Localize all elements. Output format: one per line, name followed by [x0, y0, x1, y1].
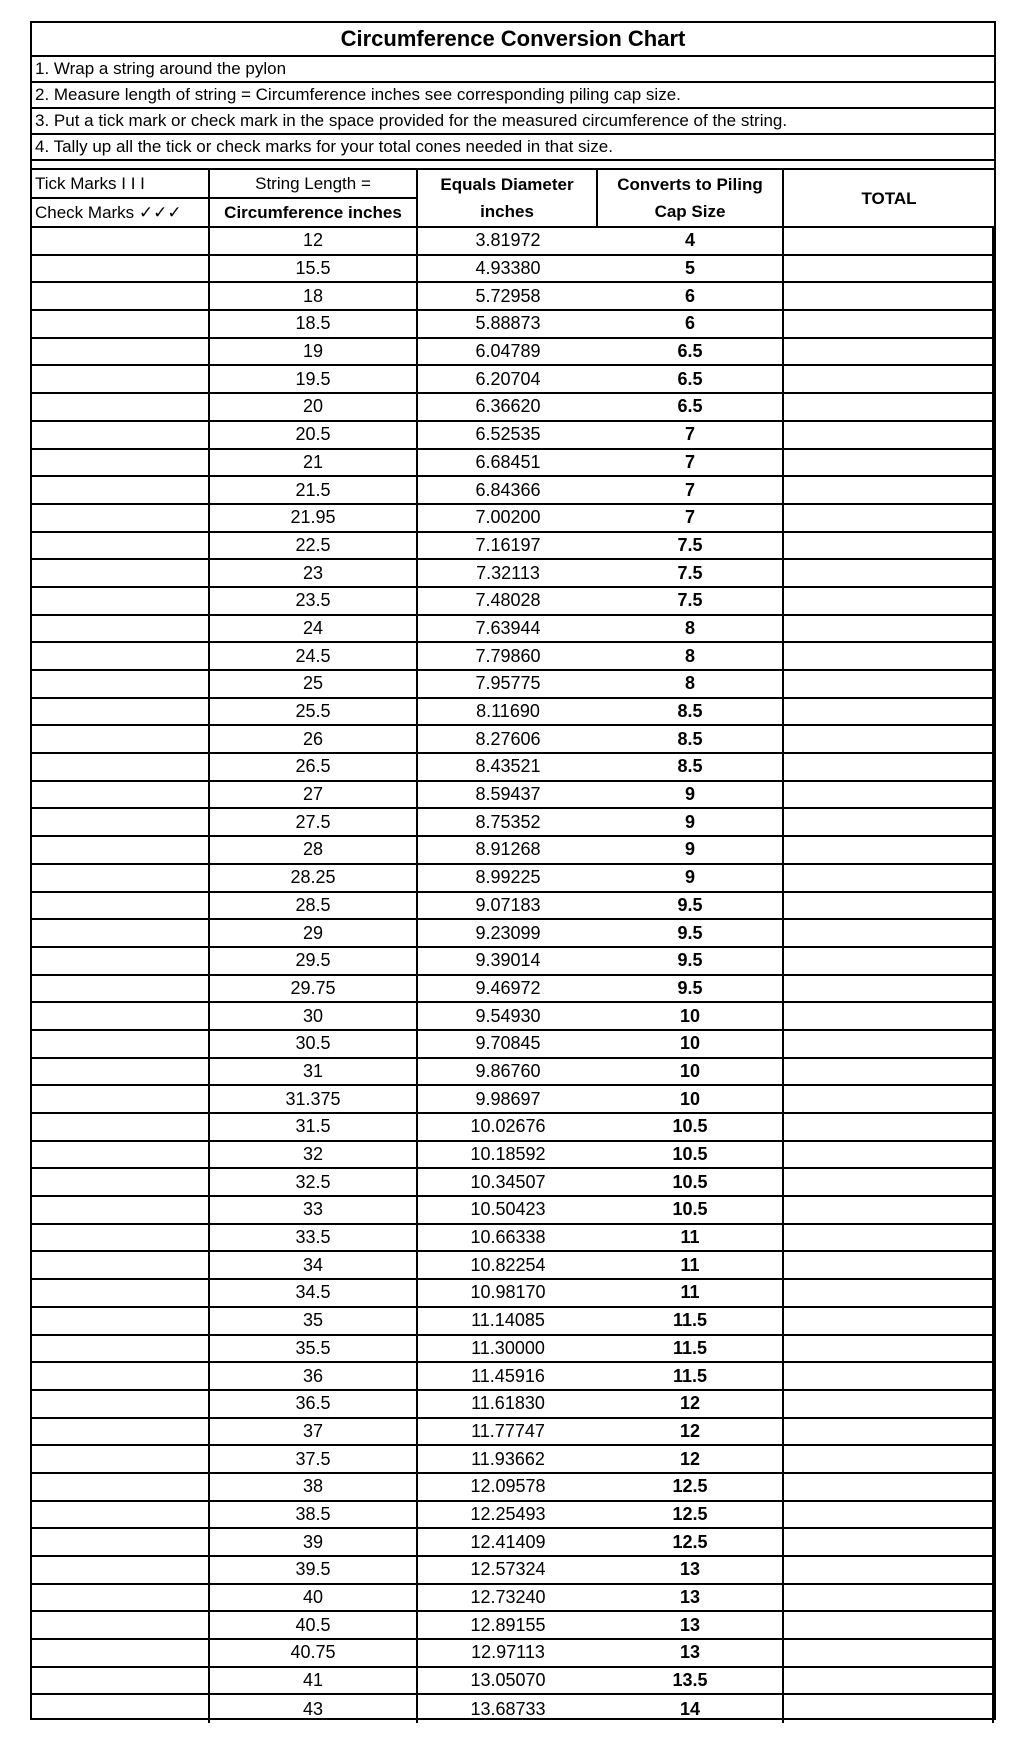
tick-mark-cell[interactable]: [32, 1086, 210, 1114]
diameter-cell: 9.39014: [418, 948, 598, 976]
diameter-cell: 8.11690: [418, 699, 598, 727]
chart-title: Circumference Conversion Chart: [32, 23, 994, 57]
cap-size-cell: 10: [598, 1003, 784, 1031]
diameter-cell: 12.73240: [418, 1585, 598, 1613]
tick-mark-cell[interactable]: [32, 1280, 210, 1308]
circumference-cell: 32.5: [210, 1169, 418, 1197]
cap-size-cell: 9.5: [598, 893, 784, 921]
diameter-cell: 7.32113: [418, 560, 598, 588]
tick-mark-cell[interactable]: [32, 671, 210, 699]
cap-size-cell: 10.5: [598, 1142, 784, 1170]
circumference-cell: 31.5: [210, 1114, 418, 1142]
cap-size-cell: 12.5: [598, 1502, 784, 1530]
tick-mark-cell[interactable]: [32, 394, 210, 422]
circumference-cell: 28.25: [210, 865, 418, 893]
tick-mark-cell[interactable]: [32, 643, 210, 671]
header-diameter-line2: inches: [480, 202, 534, 221]
total-cell[interactable]: [784, 1059, 994, 1087]
total-cell[interactable]: [784, 699, 994, 727]
total-cell[interactable]: [784, 754, 994, 782]
circumference-cell: 41: [210, 1668, 418, 1696]
circumference-cell: 29.75: [210, 976, 418, 1004]
cap-size-cell: 10: [598, 1059, 784, 1087]
header-circumference: Circumference inches: [210, 199, 418, 228]
diameter-cell: 12.25493: [418, 1502, 598, 1530]
circumference-cell: 19.5: [210, 366, 418, 394]
tick-mark-cell[interactable]: [32, 726, 210, 754]
diameter-cell: 9.86760: [418, 1059, 598, 1087]
cap-size-cell: 13.5: [598, 1668, 784, 1696]
tick-mark-cell[interactable]: [32, 1391, 210, 1419]
total-cell[interactable]: [784, 256, 994, 284]
tick-mark-cell[interactable]: [32, 754, 210, 782]
tick-mark-cell[interactable]: [32, 865, 210, 893]
cap-size-cell: 12: [598, 1419, 784, 1447]
circumference-cell: 34.5: [210, 1280, 418, 1308]
total-cell[interactable]: [784, 1225, 994, 1253]
circumference-cell: 32: [210, 1142, 418, 1170]
total-cell[interactable]: [784, 228, 994, 256]
tick-mark-cell[interactable]: [32, 422, 210, 450]
total-cell[interactable]: [784, 1419, 994, 1447]
circumference-cell: 30.5: [210, 1031, 418, 1059]
diameter-cell: 9.07183: [418, 893, 598, 921]
total-cell[interactable]: [784, 1086, 994, 1114]
cap-size-cell: 9: [598, 809, 784, 837]
circumference-cell: 36.5: [210, 1391, 418, 1419]
tick-mark-cell[interactable]: [32, 1668, 210, 1696]
cap-size-cell: 8.5: [598, 699, 784, 727]
total-cell[interactable]: [784, 1612, 994, 1640]
diameter-cell: 7.00200: [418, 505, 598, 533]
tick-mark-cell[interactable]: [32, 1114, 210, 1142]
cap-size-cell: 10: [598, 1086, 784, 1114]
header-diameter-line1: Equals Diameter: [440, 175, 574, 194]
total-cell[interactable]: [784, 1502, 994, 1530]
tick-mark-cell[interactable]: [32, 920, 210, 948]
total-cell[interactable]: [784, 809, 994, 837]
tick-mark-cell[interactable]: [32, 616, 210, 644]
total-cell[interactable]: [784, 560, 994, 588]
circumference-cell: 20: [210, 394, 418, 422]
tick-mark-cell[interactable]: [32, 505, 210, 533]
circumference-cell: 19: [210, 339, 418, 367]
circumference-cell: 15.5: [210, 256, 418, 284]
cap-size-cell: 11: [598, 1225, 784, 1253]
header-check-marks: Check Marks ✓✓✓: [32, 199, 210, 228]
cap-size-cell: 7.5: [598, 533, 784, 561]
total-cell[interactable]: [784, 893, 994, 921]
instruction-1: 1. Wrap a string around the pylon: [32, 57, 994, 83]
total-cell[interactable]: [784, 1668, 994, 1696]
tick-mark-cell[interactable]: [32, 1252, 210, 1280]
circumference-cell: 12: [210, 228, 418, 256]
diameter-cell: 12.41409: [418, 1529, 598, 1557]
diameter-cell: 7.63944: [418, 616, 598, 644]
cap-size-cell: 8: [598, 616, 784, 644]
tick-mark-cell[interactable]: [32, 976, 210, 1004]
cap-size-cell: 9.5: [598, 948, 784, 976]
diameter-cell: 12.57324: [418, 1557, 598, 1585]
diameter-cell: 6.04789: [418, 339, 598, 367]
cap-size-cell: 7: [598, 450, 784, 478]
total-cell[interactable]: [784, 422, 994, 450]
tick-mark-cell[interactable]: [32, 1446, 210, 1474]
cap-size-cell: 7.5: [598, 560, 784, 588]
diameter-cell: 10.34507: [418, 1169, 598, 1197]
circumference-cell: 21.5: [210, 477, 418, 505]
tick-mark-cell[interactable]: [32, 1585, 210, 1613]
cap-size-cell: 9: [598, 837, 784, 865]
diameter-cell: 10.98170: [418, 1280, 598, 1308]
diameter-cell: 7.79860: [418, 643, 598, 671]
header-cap-line2: Cap Size: [654, 202, 726, 221]
circumference-cell: 25: [210, 671, 418, 699]
diameter-cell: 9.54930: [418, 1003, 598, 1031]
circumference-cell: 18: [210, 283, 418, 311]
diameter-cell: 8.99225: [418, 865, 598, 893]
diameter-cell: 7.16197: [418, 533, 598, 561]
total-cell[interactable]: [784, 1336, 994, 1364]
tick-mark-cell[interactable]: [32, 809, 210, 837]
cap-size-cell: 7.5: [598, 588, 784, 616]
total-cell[interactable]: [784, 1529, 994, 1557]
diameter-cell: 6.36620: [418, 394, 598, 422]
cap-size-cell: 11: [598, 1252, 784, 1280]
circumference-cell: 33.5: [210, 1225, 418, 1253]
circumference-cell: 35: [210, 1308, 418, 1336]
circumference-cell: 25.5: [210, 699, 418, 727]
cap-size-cell: 11: [598, 1280, 784, 1308]
cap-size-cell: 12: [598, 1391, 784, 1419]
diameter-cell: 10.50423: [418, 1197, 598, 1225]
header-total-label: TOTAL: [861, 188, 917, 208]
tick-mark-cell[interactable]: [32, 1336, 210, 1364]
circumference-cell: 43: [210, 1695, 418, 1723]
diameter-cell: 11.14085: [418, 1308, 598, 1336]
tick-mark-cell[interactable]: [32, 450, 210, 478]
total-cell[interactable]: [784, 1557, 994, 1585]
header-diameter: [418, 170, 598, 228]
instruction-3: 3. Put a tick mark or check mark in the space provided for the measured circumference of the string.: [32, 109, 994, 135]
total-cell[interactable]: [784, 1114, 994, 1142]
diameter-cell: 12.09578: [418, 1474, 598, 1502]
circumference-cell: 37.5: [210, 1446, 418, 1474]
total-cell[interactable]: [784, 1252, 994, 1280]
tick-mark-cell[interactable]: [32, 1197, 210, 1225]
cap-size-cell: 7: [598, 477, 784, 505]
cap-size-cell: 6: [598, 311, 784, 339]
total-cell[interactable]: [784, 1391, 994, 1419]
cap-size-cell: 9: [598, 865, 784, 893]
tick-mark-cell[interactable]: [32, 1059, 210, 1087]
diameter-cell: 10.66338: [418, 1225, 598, 1253]
tick-mark-cell[interactable]: [32, 283, 210, 311]
tick-mark-cell[interactable]: [32, 1225, 210, 1253]
diameter-cell: 10.18592: [418, 1142, 598, 1170]
cap-size-cell: 12: [598, 1446, 784, 1474]
circumference-cell: 34: [210, 1252, 418, 1280]
diameter-cell: 8.75352: [418, 809, 598, 837]
spacer-row: [32, 161, 994, 170]
circumference-cell: 26: [210, 726, 418, 754]
total-cell[interactable]: [784, 1585, 994, 1613]
tick-mark-cell[interactable]: [32, 1419, 210, 1447]
total-cell[interactable]: [784, 920, 994, 948]
total-cell[interactable]: [784, 948, 994, 976]
diameter-cell: 6.84366: [418, 477, 598, 505]
cap-size-cell: 11.5: [598, 1363, 784, 1391]
diameter-cell: 7.48028: [418, 588, 598, 616]
diameter-cell: 10.82254: [418, 1252, 598, 1280]
cap-size-cell: 9.5: [598, 976, 784, 1004]
tick-mark-cell[interactable]: [32, 1308, 210, 1336]
diameter-cell: 9.46972: [418, 976, 598, 1004]
circumference-cell: 28.5: [210, 893, 418, 921]
conversion-table: [32, 170, 994, 1723]
circumference-cell: 31.375: [210, 1086, 418, 1114]
diameter-cell: 12.97113: [418, 1640, 598, 1668]
header-tick-marks: Tick Marks I I I: [32, 170, 210, 199]
instruction-2: 2. Measure length of string = Circumference inches see corresponding piling cap size.: [32, 83, 994, 109]
circumference-cell: 35.5: [210, 1336, 418, 1364]
tick-mark-cell[interactable]: [32, 1529, 210, 1557]
cap-size-cell: 4: [598, 228, 784, 256]
diameter-cell: 13.68733: [470, 1698, 546, 1719]
cap-size-cell: 9: [598, 782, 784, 810]
circumference-cell: 23.5: [210, 588, 418, 616]
diameter-cell: 9.98697: [418, 1086, 598, 1114]
total-cell[interactable]: [784, 1031, 994, 1059]
diameter-cell: 6.68451: [418, 450, 598, 478]
total-cell[interactable]: [784, 366, 994, 394]
diameter-cell: 5.88873: [418, 311, 598, 339]
total-cell[interactable]: [784, 1308, 994, 1336]
diameter-cell: 11.77747: [418, 1419, 598, 1447]
total-cell[interactable]: [784, 339, 994, 367]
circumference-cell: 21: [210, 450, 418, 478]
total-cell[interactable]: [784, 671, 994, 699]
total-cell[interactable]: [784, 1474, 994, 1502]
header-total: [784, 170, 994, 228]
cap-size-cell: 10.5: [598, 1114, 784, 1142]
circumference-cell: 29: [210, 920, 418, 948]
cap-size-cell: 10.5: [598, 1197, 784, 1225]
tick-mark-cell[interactable]: [32, 311, 210, 339]
cap-size-cell: 12.5: [598, 1529, 784, 1557]
cap-size-cell: 8: [598, 643, 784, 671]
diameter-cell: 11.45916: [418, 1363, 598, 1391]
total-cell[interactable]: [784, 477, 994, 505]
cap-size-cell: 6: [598, 283, 784, 311]
circumference-cell: 24.5: [210, 643, 418, 671]
cap-size-cell: 6.5: [598, 339, 784, 367]
tick-mark-cell[interactable]: [32, 1640, 210, 1668]
cap-size-cell: 13: [598, 1612, 784, 1640]
diameter-cell: 10.02676: [418, 1114, 598, 1142]
diameter-cell: 9.23099: [418, 920, 598, 948]
circumference-cell: 30: [210, 1003, 418, 1031]
header-string-length: String Length =: [210, 170, 418, 199]
tick-mark-cell[interactable]: [32, 1003, 210, 1031]
circumference-cell: 39.5: [210, 1557, 418, 1585]
tick-mark-cell[interactable]: [32, 1169, 210, 1197]
total-cell[interactable]: [784, 1695, 994, 1723]
total-cell[interactable]: [784, 782, 994, 810]
diameter-cell: 6.52535: [418, 422, 598, 450]
tick-mark-cell[interactable]: [32, 1363, 210, 1391]
cap-size-cell: 14: [598, 1695, 784, 1723]
diameter-cell: 4.93380: [418, 256, 598, 284]
circumference-cell: 18.5: [210, 311, 418, 339]
circumference-cell: 40: [210, 1585, 418, 1613]
tick-mark-cell[interactable]: [32, 1474, 210, 1502]
cap-size-cell: 8: [598, 671, 784, 699]
total-cell[interactable]: [784, 1142, 994, 1170]
total-cell[interactable]: [784, 643, 994, 671]
diameter-cell: 9.70845: [418, 1031, 598, 1059]
total-cell[interactable]: [784, 837, 994, 865]
total-cell[interactable]: [784, 533, 994, 561]
tick-mark-cell[interactable]: [32, 1142, 210, 1170]
cap-size-cell: 10: [598, 1031, 784, 1059]
tick-mark-cell[interactable]: [32, 366, 210, 394]
cap-size-cell: 11.5: [598, 1308, 784, 1336]
diameter-cell: 13.05070: [418, 1668, 598, 1696]
conversion-sheet: [30, 21, 996, 1720]
circumference-cell: 40.75: [210, 1640, 418, 1668]
total-cell[interactable]: [784, 976, 994, 1004]
total-cell[interactable]: [784, 1169, 994, 1197]
total-cell[interactable]: [784, 1446, 994, 1474]
tick-mark-cell[interactable]: [32, 1031, 210, 1059]
diameter-cell: 11.61830: [418, 1391, 598, 1419]
total-cell[interactable]: [784, 1003, 994, 1031]
diameter-cell: 5.72958: [418, 283, 598, 311]
tick-mark-cell[interactable]: [32, 256, 210, 284]
cap-size-cell: 8.5: [598, 726, 784, 754]
total-cell[interactable]: [784, 311, 994, 339]
total-cell[interactable]: [784, 505, 994, 533]
circumference-cell: 40.5: [210, 1612, 418, 1640]
circumference-cell: 36: [210, 1363, 418, 1391]
cap-size-cell: 6.5: [598, 366, 784, 394]
diameter-cell: 12.89155: [418, 1612, 598, 1640]
total-cell[interactable]: [784, 726, 994, 754]
tick-mark-cell[interactable]: [32, 1695, 210, 1723]
cap-size-cell: 7: [598, 505, 784, 533]
circumference-cell: 24: [210, 616, 418, 644]
circumference-cell: 39: [210, 1529, 418, 1557]
total-cell[interactable]: [784, 1640, 994, 1668]
diameter-cell: 8.59437: [418, 782, 598, 810]
tick-mark-cell[interactable]: [32, 782, 210, 810]
tick-mark-cell[interactable]: [32, 893, 210, 921]
tick-mark-cell[interactable]: [32, 228, 210, 256]
tick-mark-cell[interactable]: [32, 837, 210, 865]
total-cell[interactable]: [784, 450, 994, 478]
total-cell[interactable]: [784, 1197, 994, 1225]
total-cell[interactable]: [784, 865, 994, 893]
cap-size-cell: 9.5: [598, 920, 784, 948]
tick-mark-cell[interactable]: [32, 477, 210, 505]
circumference-cell: 21.95: [210, 505, 418, 533]
tick-mark-cell[interactable]: [32, 1502, 210, 1530]
diameter-cell: 8.27606: [418, 726, 598, 754]
cap-size-cell: 7: [598, 422, 784, 450]
circumference-cell: 22.5: [210, 533, 418, 561]
tick-mark-cell[interactable]: [32, 1612, 210, 1640]
tick-mark-cell[interactable]: [32, 699, 210, 727]
diameter-cell: 8.91268: [418, 837, 598, 865]
total-cell[interactable]: [784, 1280, 994, 1308]
diameter-cell: 7.95775: [418, 671, 598, 699]
total-cell[interactable]: [784, 616, 994, 644]
circumference-cell: 38: [210, 1474, 418, 1502]
diameter-cell: 8.43521: [418, 754, 598, 782]
cap-size-cell: 6.5: [598, 394, 784, 422]
total-cell[interactable]: [784, 283, 994, 311]
circumference-cell: 38.5: [210, 1502, 418, 1530]
circumference-cell: 28: [210, 837, 418, 865]
diameter-cell: 11.93662: [418, 1446, 598, 1474]
circumference-cell: 33: [210, 1197, 418, 1225]
cap-size-cell: 12.5: [598, 1474, 784, 1502]
cap-size-cell: 8.5: [598, 754, 784, 782]
total-cell[interactable]: [784, 394, 994, 422]
instruction-4: 4. Tally up all the tick or check marks for your total cones needed in that size.: [32, 135, 994, 161]
circumference-cell: 27.5: [210, 809, 418, 837]
cap-size-cell: 11.5: [598, 1336, 784, 1364]
circumference-cell: 31: [210, 1059, 418, 1087]
cap-size-cell: 13: [598, 1585, 784, 1613]
total-cell[interactable]: [784, 1363, 994, 1391]
diameter-cell: 3.81972: [418, 228, 598, 256]
circumference-cell: 37: [210, 1419, 418, 1447]
diameter-cell: 6.20704: [418, 366, 598, 394]
cap-size-cell: 13: [598, 1640, 784, 1668]
tick-mark-cell[interactable]: [32, 560, 210, 588]
circumference-cell: 27: [210, 782, 418, 810]
tick-mark-cell[interactable]: [32, 588, 210, 616]
total-cell[interactable]: [784, 588, 994, 616]
cap-size-cell: 10.5: [598, 1169, 784, 1197]
circumference-cell: 23: [210, 560, 418, 588]
tick-mark-cell[interactable]: [32, 533, 210, 561]
circumference-cell: 29.5: [210, 948, 418, 976]
tick-mark-cell[interactable]: [32, 1557, 210, 1585]
circumference-cell: 26.5: [210, 754, 418, 782]
cap-size-cell: 13: [598, 1557, 784, 1585]
circumference-cell: 20.5: [210, 422, 418, 450]
header-cap-line1: Converts to Piling: [617, 175, 763, 194]
cap-size-cell: 5: [598, 256, 784, 284]
tick-mark-cell[interactable]: [32, 948, 210, 976]
diameter-cell: 11.30000: [418, 1336, 598, 1364]
tick-mark-cell[interactable]: [32, 339, 210, 367]
header-cap-size: [598, 170, 784, 228]
